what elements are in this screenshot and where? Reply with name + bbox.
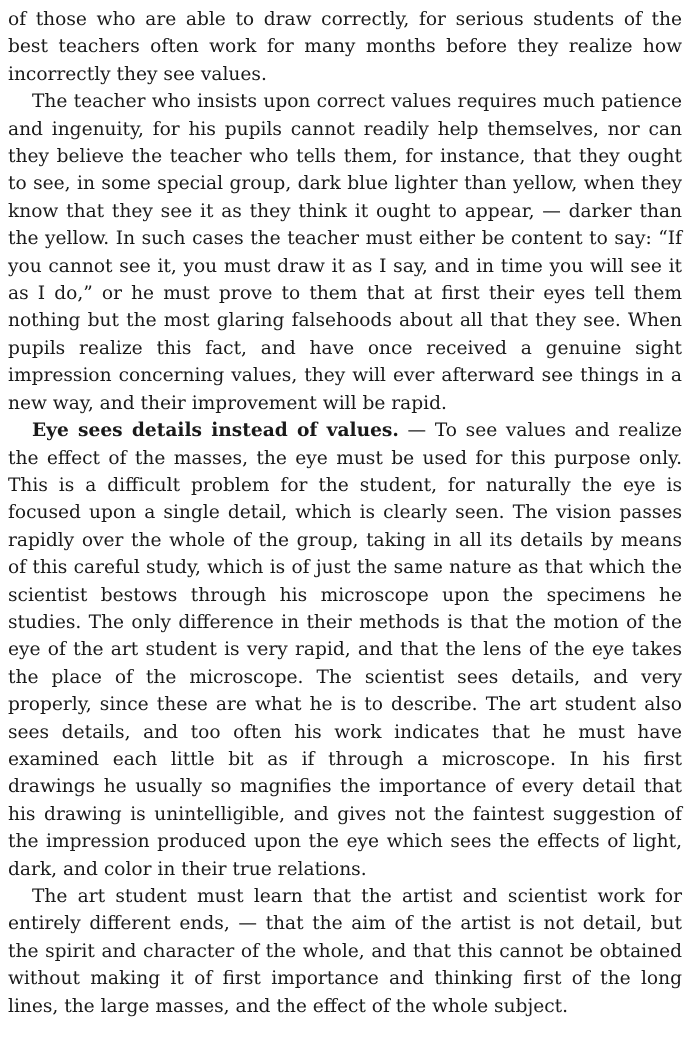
section-heading: Eye sees details instead of values. [32,420,399,442]
paragraph-artist-scientist [8,883,682,1020]
paragraph-text: — To see values and realize the effect of the masses, the eye must be used for this purpose only. This is a difficult problem for the student, for naturally the eye is focused upon a single detail, which is clearly seen. The vision passes rapidly over the whole of the group, taking in all its details by means of this careful study, which is of just the same nature as that which the scientist bestows through his microscope upon the specimens he studies. The only difference in their methods is that the motion of the eye of the art student is very rapid, and that the lens of the eye takes the place of the microscope. The scientist sees details, and very properly, since these are what he is to describe. The art student also sees details, and too often his work indicates that he must have examined each little bit as if through a microscope. In his first drawings he usually so magnifies the importance of every detail that his drawing is unintelligible, and gives not the faintest suggestion of the impression produced upon the eye which sees the effects of light, dark, and color in their true relations. [8,420,682,880]
paragraph-text: The teacher who insists upon correct values requires much patience and ingenuity, for his pupils cannot readily help themselves, nor can they believe the teacher who tells them, for instance, that they ought to see, in some special group, dark blue lighter than yellow, when they know that they see it as they think it ought to appear, — darker than the yellow. In such cases the teacher must either be content to say: “If you cannot see it, you must draw it as I say, and in time you will see it as I do,” or he must prove to them that at first their eyes tell them nothing but the most glaring falsehoods about all that they see. When pupils realize this fact, and have once received a genuine sight impression concerning values, they will ever afterward see things in a new way, and their improvement will be rapid. [8,91,682,414]
paragraph-eye-details [8,417,682,883]
paragraph-teacher-values [8,88,682,417]
paragraph-continued [8,6,682,88]
paragraph-text: The art student must learn that the artist and scientist work for entirely different ends, — that the aim of the artist is not detail, but the spirit and character of the whole, and that this cannot be obtained without making it of first importance and thinking first of the long lines, the large masses, and the effect of the whole subject. [8,886,682,1017]
paragraph-text: of those who are able to draw correctly, for serious students of the best teachers often work for many months before they realize how incorrectly they see values. [8,9,682,85]
